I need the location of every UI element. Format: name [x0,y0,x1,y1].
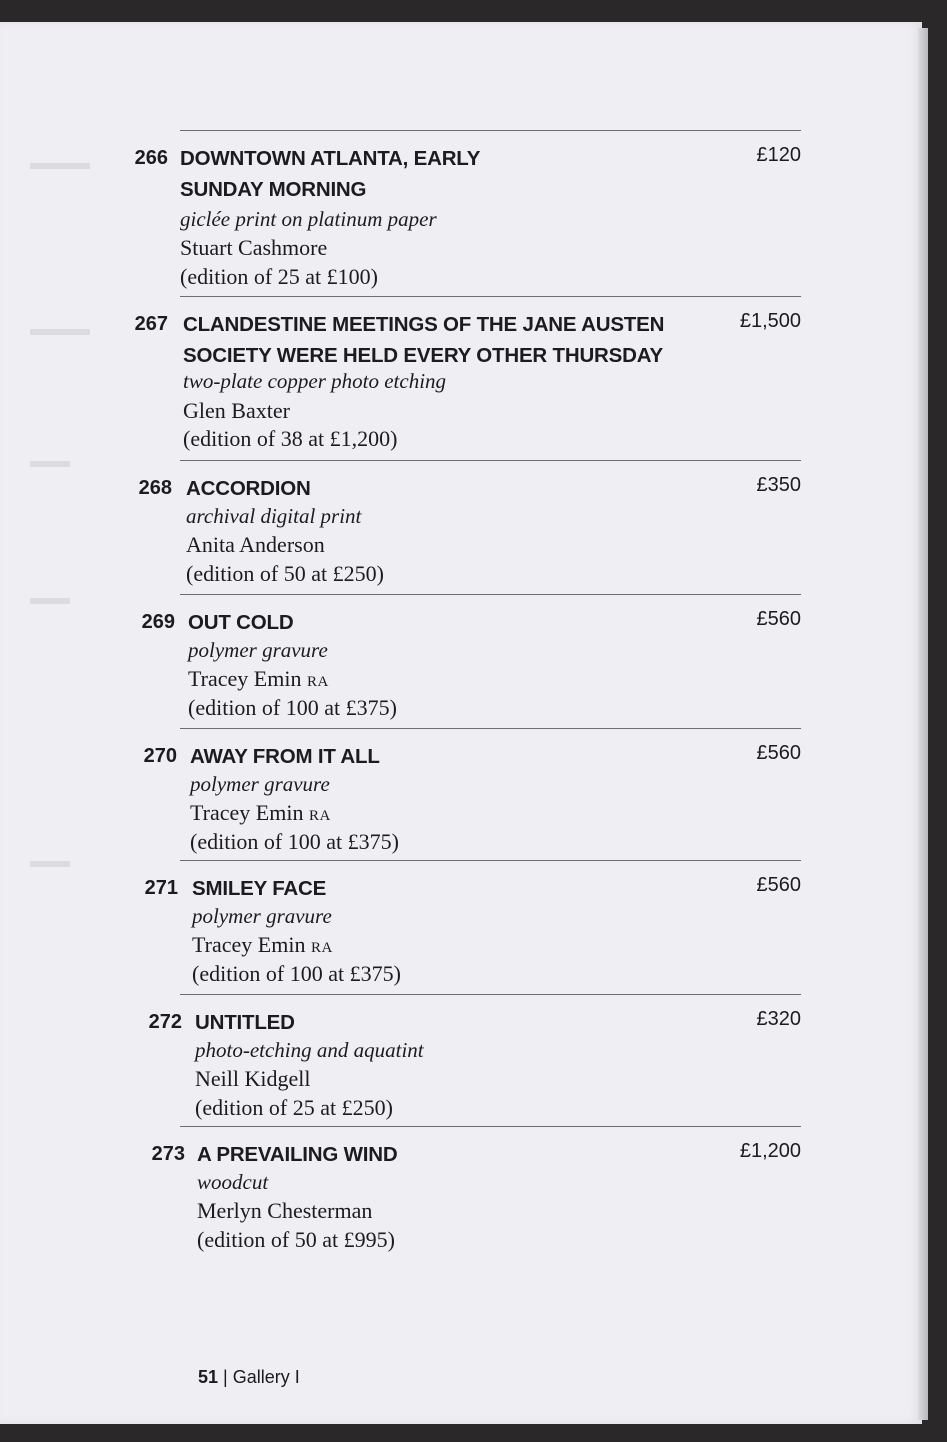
lot-price: £1,200 [739,1140,801,1162]
lot-title [192,873,732,904]
lot-title-line: SOCIETY WERE HELD EVERY OTHER THURSDAY [183,344,663,367]
divider [180,296,801,297]
lot-title [197,1139,737,1170]
lot-price: £350 [756,474,801,496]
lot-title-line: DOWNTOWN ATLANTA, EARLY [180,147,481,170]
lot-number: 273 [151,1143,185,1165]
lot-medium: giclée print on platinum paper [180,207,437,231]
lot-number: 270 [143,745,177,767]
lot-artist: Neill Kidgell [195,1066,311,1091]
lot-artist: Merlyn Chesterman [197,1198,373,1223]
lot-title-line: ACCORDION [186,477,311,500]
lot-price: £120 [756,144,801,166]
lot-price: £560 [756,874,801,896]
lot-title [188,607,728,638]
page-edge-decoration [918,28,928,1420]
lot-title-line: AWAY FROM IT ALL [190,745,380,768]
divider [180,594,801,595]
page-footer [198,1367,300,1388]
catalogue-page [0,22,922,1424]
lot-title [190,741,730,772]
lot-price: £560 [756,608,801,630]
show-through-decoration: ▬▬ [30,850,70,872]
lot-edition: (edition of 100 at £375) [190,829,399,854]
lot-artist: Glen Baxter [183,398,290,423]
lot-title-line: CLANDESTINE MEETINGS OF THE JANE AUSTEN [183,313,665,336]
lot-artist: Stuart Cashmore [180,235,328,260]
lot-price: £560 [756,742,801,764]
lot-artist [190,800,331,826]
artist-honorific: RA [306,674,329,690]
lot-number: 271 [144,877,178,899]
lot-number: 266 [134,147,168,169]
show-through-decoration: ▬▬▬ [30,318,90,340]
divider [180,860,801,861]
lot-medium: two-plate copper photo etching [183,369,447,393]
divider [180,994,801,995]
lot-number: 269 [141,611,175,633]
artist-honorific: RA [308,808,331,824]
divider [180,460,801,461]
artist-name: Tracey Emin [190,800,304,825]
lot-edition: (edition of 100 at £375) [188,695,397,720]
divider [180,1126,801,1127]
lot-title-line: OUT COLD [188,611,294,634]
divider [180,130,801,131]
lot-edition: (edition of 25 at £250) [195,1095,393,1120]
lot-edition: (edition of 50 at £995) [197,1227,395,1252]
lot-medium: polymer gravure [188,638,328,662]
artist-honorific: RA [310,940,333,956]
lot-medium: archival digital print [186,504,362,528]
lot-artist: Anita Anderson [186,532,325,557]
lot-title-line: UNTITLED [195,1011,295,1034]
lot-edition: (edition of 50 at £250) [186,561,384,586]
lot-edition: (edition of 38 at £1,200) [183,426,398,451]
show-through-decoration: ▬▬▬ [30,152,90,174]
lot-price: £320 [756,1008,801,1030]
lot-price: £1,500 [739,310,801,332]
lot-medium: polymer gravure [190,772,330,796]
lot-title-line: SMILEY FACE [192,877,327,900]
lot-title [195,1007,735,1038]
lot-edition: (edition of 25 at £100) [180,264,378,289]
lot-edition: (edition of 100 at £375) [192,961,401,986]
lot-title [186,473,726,504]
lot-medium: photo-etching and aquatint [195,1038,424,1062]
page-number: 51 [198,1367,219,1387]
show-through-decoration: ▬▬ [30,450,70,472]
section-name: Gallery I [232,1367,300,1387]
lot-title [180,143,720,205]
lot-title-line: A PREVAILING WIND [197,1143,398,1166]
divider [180,728,801,729]
lot-artist [192,932,333,958]
artist-name: Tracey Emin [188,666,302,691]
lot-title [183,309,723,371]
lot-artist [188,666,329,692]
show-through-decoration: ▬▬ [30,587,70,609]
lot-medium: polymer gravure [192,904,332,928]
lot-number: 267 [134,313,168,335]
lot-medium: woodcut [197,1170,269,1194]
artist-name: Tracey Emin [192,932,306,957]
lot-title-line: SUNDAY MORNING [180,178,367,201]
lot-number: 272 [148,1011,182,1033]
footer-separator: | [223,1367,228,1387]
lot-number: 268 [138,477,172,499]
